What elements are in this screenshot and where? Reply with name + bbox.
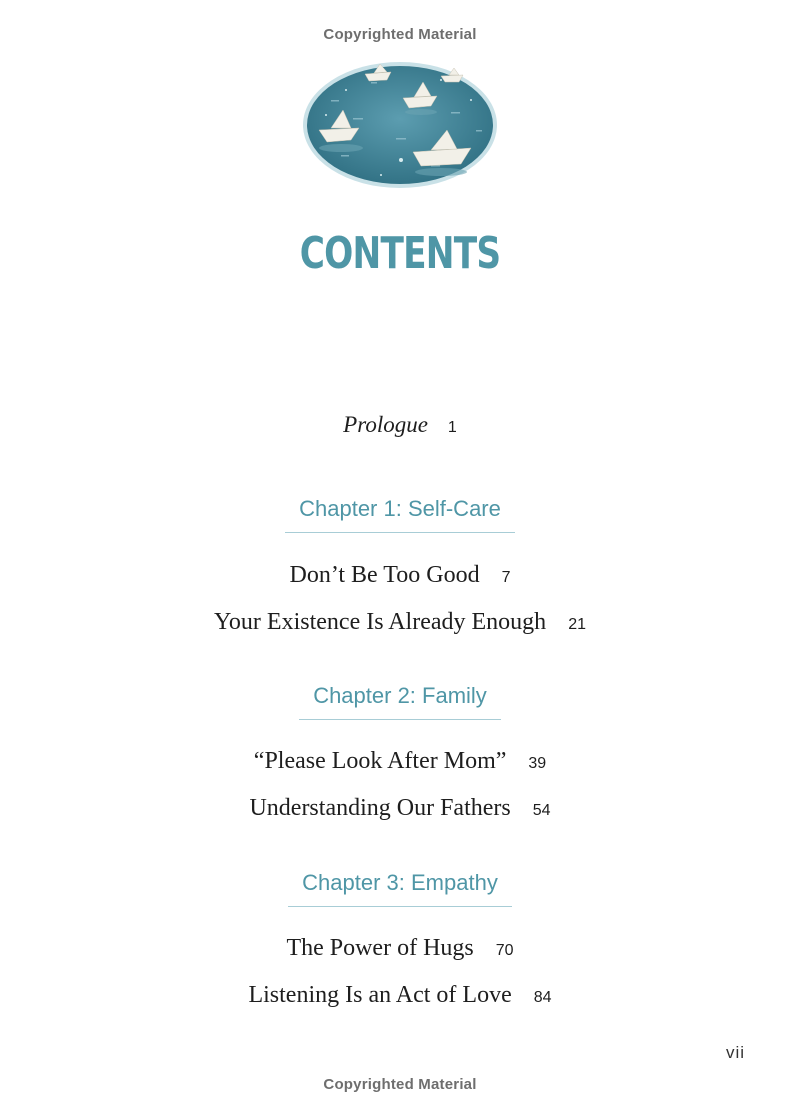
paper-boats-icon bbox=[301, 60, 499, 190]
toc-entry[interactable] bbox=[0, 982, 800, 1009]
chapter-label: Chapter 2: Family bbox=[299, 683, 501, 720]
toc-entry[interactable] bbox=[0, 748, 800, 775]
toc-entry-title: Don’t Be Too Good bbox=[289, 562, 480, 588]
toc-entry-title: “Please Look After Mom” bbox=[253, 748, 507, 774]
toc-entry-page: 54 bbox=[532, 802, 551, 819]
toc-entry-title: Understanding Our Fathers bbox=[249, 795, 511, 821]
toc-entry[interactable] bbox=[0, 609, 800, 636]
chapter-heading-3[interactable] bbox=[0, 870, 800, 907]
copyright-footer: Copyrighted Material bbox=[323, 1076, 477, 1093]
toc-entry-title: The Power of Hugs bbox=[286, 935, 474, 961]
toc-entry[interactable] bbox=[0, 562, 800, 589]
page-number: vii bbox=[725, 1043, 745, 1062]
toc-entry[interactable] bbox=[0, 935, 800, 962]
toc-entry-title: Listening Is an Act of Love bbox=[248, 982, 512, 1008]
toc-entry-page: 39 bbox=[528, 755, 547, 772]
chapter-label: Chapter 3: Empathy bbox=[288, 870, 512, 907]
toc-entry[interactable] bbox=[0, 795, 800, 822]
chapter-label: Chapter 1: Self-Care bbox=[285, 496, 515, 533]
toc-entry-title: Your Existence Is Already Enough bbox=[214, 609, 547, 635]
toc-entry-page: 21 bbox=[568, 616, 586, 633]
copyright-header: Copyrighted Material bbox=[323, 26, 477, 43]
toc-entry-page: 70 bbox=[495, 942, 514, 959]
toc-entry-title: Prologue bbox=[343, 412, 428, 437]
chapter-heading-2[interactable] bbox=[0, 683, 800, 720]
contents-heading: CONTENTS bbox=[299, 228, 501, 279]
toc-entry-page: 84 bbox=[533, 989, 552, 1006]
chapter-heading-1[interactable] bbox=[0, 496, 800, 533]
toc-entry-prologue[interactable] bbox=[0, 412, 800, 438]
toc-entry-page: 7 bbox=[501, 569, 511, 586]
toc-entry-page: 1 bbox=[447, 419, 457, 436]
